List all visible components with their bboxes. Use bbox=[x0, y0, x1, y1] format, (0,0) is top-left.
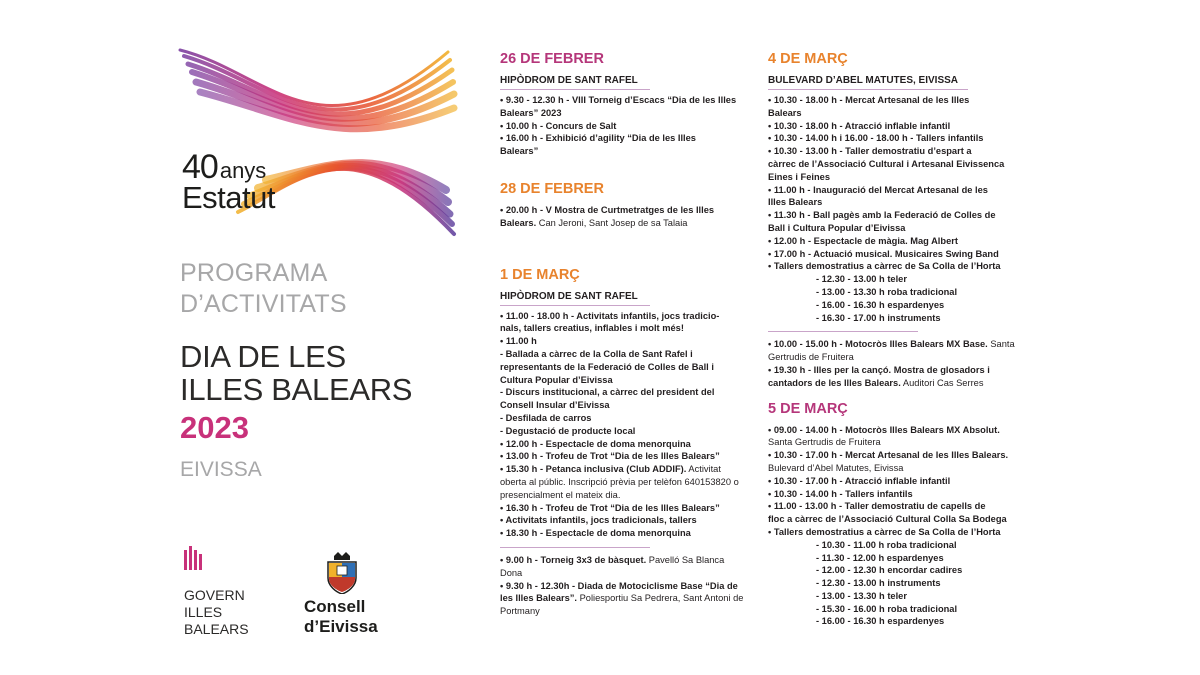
sub-item: - 15.30 - 16.00 h roba tradicional bbox=[816, 603, 958, 614]
list-item bbox=[768, 488, 1023, 501]
activity-list bbox=[500, 204, 748, 230]
item-location: Poliesportiu Sa Pedrera, Sant Antoni de Portmany bbox=[500, 593, 744, 617]
logo-text-line: ILLES bbox=[184, 604, 223, 620]
item-line: - Ballada a càrrec de la Colla de Sant Rafel i bbox=[500, 348, 693, 359]
sub-item: - 16.00 - 16.30 h espardenyes bbox=[816, 616, 945, 627]
item-line: • 17.00 h - Actuació musical. Musicaires Swing Band bbox=[768, 248, 999, 259]
item-location: Auditori Cas Serres bbox=[900, 377, 984, 388]
list-item bbox=[500, 94, 748, 120]
logo-text-line: BALEARS bbox=[184, 621, 249, 637]
list-item bbox=[768, 500, 1023, 526]
day-heading: 1 DE MARÇ bbox=[500, 266, 580, 283]
activity-subgroup bbox=[768, 273, 1023, 324]
item-line: • 11.30 h - Ball pagès amb la Federació de Colles de bbox=[768, 210, 996, 221]
item-line: • 11.00 h - Inauguració del Mercat Artesanal de les bbox=[768, 184, 988, 195]
list-item bbox=[500, 438, 748, 451]
list-item bbox=[768, 475, 1023, 488]
list-item bbox=[768, 94, 1023, 120]
list-item bbox=[500, 412, 748, 425]
activity-list bbox=[500, 554, 748, 618]
consell-shield-icon bbox=[324, 552, 360, 594]
item-bold: • 19.30 h - Illes per la cançó. Mostra de glosadors i cantadors de les Illes Balears. bbox=[768, 364, 990, 388]
day-feb26 bbox=[500, 50, 748, 158]
item-line: • 10.30 - 18.00 h - Mercat Artesanal de les Illes bbox=[768, 95, 970, 105]
item-line: Cultura Popular d’Eivissa bbox=[500, 374, 613, 385]
govern-flag-icon bbox=[184, 546, 204, 572]
item-line: • 11.00 - 18.00 h - Activitats infantils, jocs tradicio- bbox=[500, 310, 720, 321]
item-line: • 16.30 h - Trofeu de Trot “Dia de les Illes Balears” bbox=[500, 502, 720, 513]
item-bold: • 10.30 - 17.00 h - Mercat Artesanal de les Illes Balears. bbox=[768, 450, 1009, 461]
list-item bbox=[500, 514, 748, 527]
list-item bbox=[500, 554, 748, 580]
anniversary-word: anys bbox=[219, 158, 267, 183]
list-item bbox=[768, 248, 1023, 261]
sub-item: - 13.00 - 13.30 h roba tradicional bbox=[816, 286, 958, 297]
item-line: • 10.00 h - Concurs de Salt bbox=[500, 120, 617, 131]
activity-list bbox=[500, 94, 748, 158]
item-line: • 10.30 - 13.00 h - Taller demostratiu d’espart a bbox=[768, 146, 972, 157]
item-line: Balears” bbox=[500, 146, 539, 157]
anniversary-subject: Estatut bbox=[182, 180, 275, 215]
sub-item: - 12.30 - 13.00 h instruments bbox=[816, 578, 941, 589]
divider bbox=[768, 331, 918, 332]
item-line: - Desfilada de carros bbox=[500, 412, 592, 423]
program-column-2 bbox=[768, 50, 1023, 628]
day-heading: 5 DE MARÇ bbox=[768, 400, 848, 417]
sub-item: - 12.00 - 12.30 h encordar cadires bbox=[816, 565, 963, 576]
title-line1: DIA DE LES bbox=[180, 339, 346, 374]
venue-heading: BULEVARD D’ABEL MATUTES, EIVISSA bbox=[768, 74, 968, 90]
list-item bbox=[768, 145, 1023, 183]
activity-list bbox=[768, 424, 1023, 629]
list-item bbox=[768, 235, 1023, 248]
item-line: Consell Insular d’Eivissa bbox=[500, 400, 610, 411]
list-item bbox=[500, 348, 748, 386]
list-item bbox=[768, 184, 1023, 210]
sub-item: - 13.00 - 13.30 h teler bbox=[816, 590, 907, 601]
list-item bbox=[768, 449, 1023, 475]
day-mar5 bbox=[768, 400, 1023, 629]
program-line1: PROGRAMA bbox=[180, 259, 328, 287]
activity-group bbox=[500, 310, 748, 464]
item-line: - Degustació de producte local bbox=[500, 425, 636, 436]
list-item bbox=[500, 310, 748, 336]
item-line: • 13.00 h - Trofeu de Trot “Dia de les Illes Balears” bbox=[500, 451, 720, 462]
item-line: • Activitats infantils, jocs tradicionals, tallers bbox=[500, 515, 697, 526]
list-item bbox=[768, 364, 1023, 390]
item-line: Illes Balears bbox=[768, 197, 823, 208]
item-line: • 9.30 - 12.30 h - VIII Torneig d’Escacs “Dia de les Illes bbox=[500, 95, 737, 105]
item-location: Pavelló Sa Blanca Dona bbox=[500, 554, 725, 578]
list-item bbox=[500, 120, 748, 133]
consell-text bbox=[304, 597, 378, 637]
list-item bbox=[768, 424, 1023, 450]
item-line: • 10.30 - 17.00 h - Atracció inflable infantil bbox=[768, 475, 951, 486]
item-line: Balears” 2023 bbox=[500, 107, 562, 118]
list-item bbox=[768, 526, 1023, 539]
anniversary-mark bbox=[182, 150, 275, 213]
logo-text-line: GOVERN bbox=[184, 587, 245, 603]
divider bbox=[500, 547, 650, 548]
govern-logo bbox=[184, 546, 274, 646]
list-item bbox=[500, 502, 748, 515]
logo-text-line: d’Eivissa bbox=[304, 617, 378, 636]
day-heading: 28 DE FEBRER bbox=[500, 180, 604, 197]
item-location: Bulevard d’Abel Matutes, Eivissa bbox=[768, 462, 904, 473]
list-item bbox=[768, 132, 1023, 145]
program-heading bbox=[180, 258, 347, 320]
list-item bbox=[500, 527, 748, 540]
item-line: • Tallers demostratius a càrrec de Sa Colla de l’Horta bbox=[768, 261, 1001, 272]
sub-item: - 12.30 - 13.00 h teler bbox=[816, 274, 907, 285]
sub-item: - 16.00 - 16.30 h espardenyes bbox=[816, 299, 945, 310]
anniversary-number: 40 bbox=[182, 148, 218, 186]
day-feb28 bbox=[500, 180, 748, 230]
item-bold: • 9.30 h - 12.30h - Diada de Motociclisme Base “Dia de les Illes Balears”. bbox=[500, 580, 738, 604]
item-location: Santa Gertrudis de Fruitera bbox=[768, 339, 1015, 363]
item-line: • Tallers demostratius a càrrec de Sa Colla de l’Horta bbox=[768, 526, 1001, 537]
activity-list bbox=[768, 338, 1023, 389]
item-line: Ball i Cultura Popular d’Eivissa bbox=[768, 222, 906, 233]
govern-text bbox=[184, 587, 249, 638]
item-line: - Discurs institucional, a càrrec del president del bbox=[500, 387, 715, 398]
item-line: càrrec de l’Associació Cultural i Artesanal Eivissenca bbox=[768, 158, 1005, 169]
item-line: Eines i Feines bbox=[768, 171, 831, 182]
item-detail: Activitat oberta al públic. Inscripció prèvia per telèfon 640153820 o presencialment el mateix dia. bbox=[500, 464, 739, 500]
item-location: Santa Gertrudis de Fruitera bbox=[768, 437, 881, 448]
item-line: • 12.00 h - Espectacle de màgia. Mag Albert bbox=[768, 235, 958, 246]
logo-text-line: Consell bbox=[304, 597, 366, 616]
item-bold: • 09.00 - 14.00 h - Motocròs Illes Balears MX Absolut. bbox=[768, 424, 1000, 435]
item-line: • 11.00 - 13.00 h - Taller demostratiu de capells de bbox=[768, 501, 986, 512]
activity-group bbox=[500, 502, 748, 540]
left-column bbox=[178, 42, 478, 642]
item-bold: • 10.00 - 15.00 h - Motocròs Illes Balears MX Base. bbox=[768, 339, 988, 350]
program-column-1 bbox=[500, 50, 748, 618]
activity-list bbox=[768, 94, 1023, 324]
activity-group bbox=[768, 94, 1023, 273]
day-heading: 26 DE FEBRER bbox=[500, 51, 604, 67]
item-line: Balears bbox=[768, 107, 802, 118]
list-item bbox=[500, 132, 748, 158]
program-line2: D’ACTIVITATS bbox=[180, 290, 347, 318]
venue-heading: HIPÒDROM DE SANT RAFEL bbox=[500, 74, 650, 90]
day-heading: 4 DE MARÇ bbox=[768, 51, 848, 67]
item-line: representants de la Federació de Colles de Ball i bbox=[500, 361, 714, 372]
item-bold: • 9.00 h - Torneig 3x3 de bàsquet. bbox=[500, 554, 647, 565]
item-line: • 16.00 h - Exhibició d’agility “Dia de les Illes bbox=[500, 133, 696, 144]
list-item bbox=[500, 580, 748, 618]
list-item bbox=[500, 425, 748, 438]
activity-list bbox=[500, 310, 748, 540]
venue-heading: HIPÒDROM DE SANT RAFEL bbox=[500, 290, 650, 306]
activity-subgroup bbox=[768, 539, 1023, 629]
day-mar4 bbox=[768, 50, 1023, 390]
item-line: • 10.30 - 14.00 h - Tallers infantils bbox=[768, 488, 913, 499]
day-mar1 bbox=[500, 266, 748, 618]
list-item bbox=[500, 204, 748, 230]
list-item bbox=[500, 463, 748, 501]
list-item bbox=[768, 260, 1023, 273]
consell-logo bbox=[304, 552, 424, 652]
item-line: • 10.30 - 18.00 h - Atracció inflable infantil bbox=[768, 120, 951, 131]
list-item bbox=[768, 209, 1023, 235]
event-title bbox=[180, 340, 412, 406]
list-item bbox=[500, 335, 748, 348]
item-line: • 10.30 - 14.00 h i 16.00 - 18.00 h - Tallers infantils bbox=[768, 133, 984, 144]
event-year: 2023 bbox=[180, 410, 249, 445]
list-item bbox=[768, 120, 1023, 133]
list-item bbox=[500, 386, 748, 412]
item-line: • 12.00 h - Espectacle de doma menorquina bbox=[500, 438, 691, 449]
item-location: Can Jeroni, Sant Josep de sa Talaia bbox=[536, 217, 688, 228]
item-bold: • 15.30 h - Petanca inclusiva (Club ADDIF). bbox=[500, 464, 687, 475]
activity-group bbox=[768, 475, 1023, 539]
list-item bbox=[500, 450, 748, 463]
item-bold: Balears. bbox=[500, 217, 537, 228]
list-item bbox=[768, 338, 1023, 364]
sub-item: - 16.30 - 17.00 h instruments bbox=[816, 312, 941, 323]
item-line: • 18.30 h - Espectacle de doma menorquina bbox=[500, 528, 691, 539]
title-line2: ILLES BALEARS bbox=[180, 372, 413, 407]
event-place: EIVISSA bbox=[180, 458, 262, 481]
item-line: floc a càrrec de l’Associació Cultural Colla Sa Bodega bbox=[768, 514, 1007, 525]
item-line: • 11.00 h bbox=[500, 336, 537, 347]
item-line: nals, tallers creatius, inflables i molt més! bbox=[500, 323, 684, 334]
sub-item: - 11.30 - 12.00 h espardenyes bbox=[816, 552, 944, 563]
item-text: • 20.00 h - V Mostra de Curtmetratges de les Illes bbox=[500, 204, 715, 215]
sub-item: - 10.30 - 11.00 h roba tradicional bbox=[816, 539, 957, 550]
